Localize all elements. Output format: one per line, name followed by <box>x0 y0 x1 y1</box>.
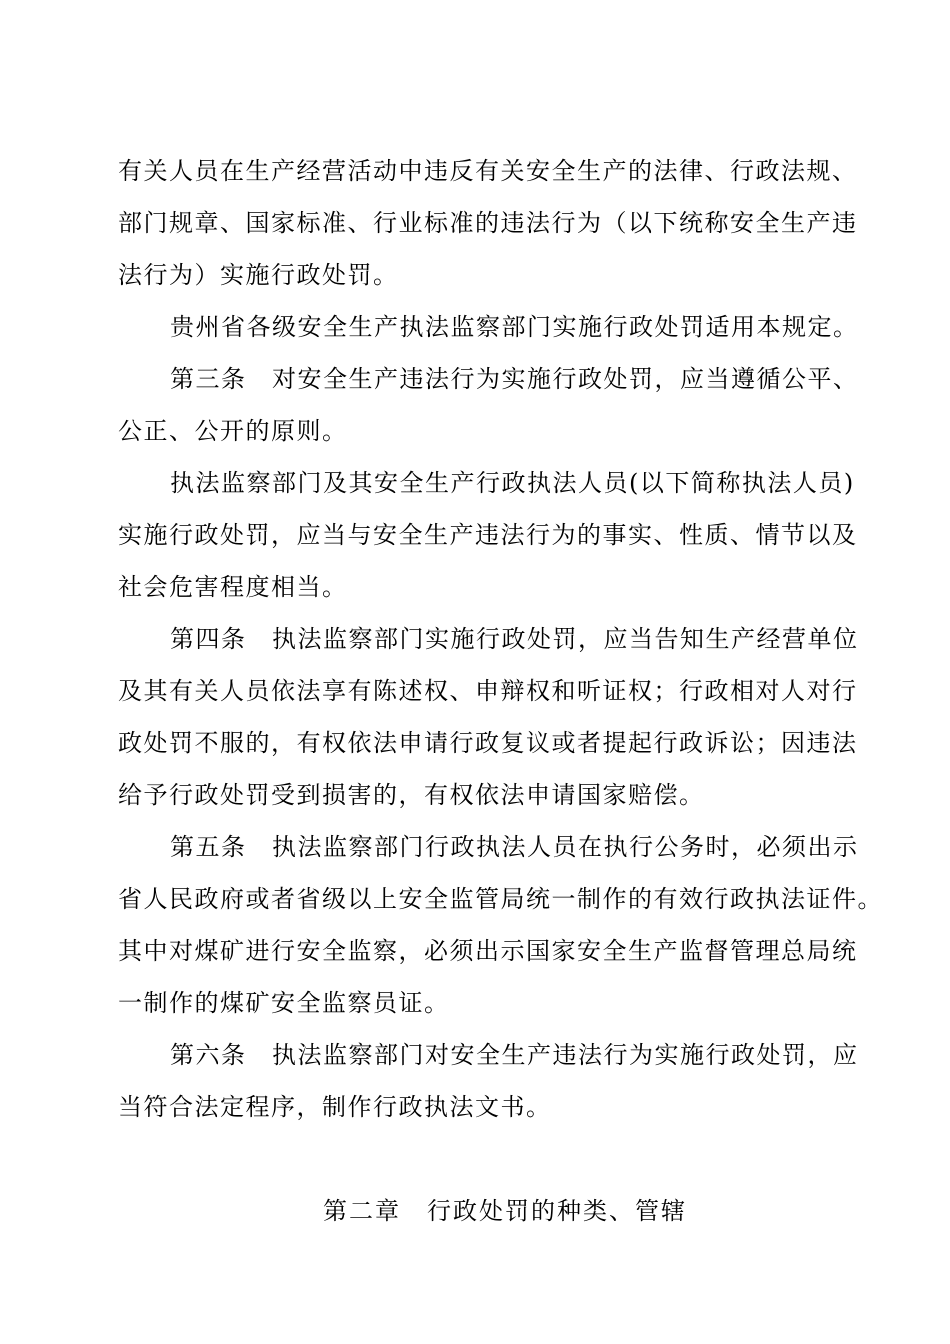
chapter-heading: 第二章 行政处罚的种类、管辖 <box>323 1197 687 1225</box>
text-line: 公正、公开的原则。 <box>118 417 348 445</box>
text-line: 社会危害程度相当。 <box>118 573 348 601</box>
paragraph-start-line: 执法监察部门及其安全生产行政执法人员(以下简称执法人员) <box>170 469 855 497</box>
text-line: 当符合法定程序，制作行政执法文书。 <box>118 1093 552 1121</box>
text-line: 一制作的煤矿安全监察员证。 <box>118 989 450 1017</box>
article-6-line: 第六条 执法监察部门对安全生产违法行为实施行政处罚，应 <box>170 1041 859 1069</box>
text-line: 政处罚不服的，有权依法申请行政复议或者提起行政诉讼；因违法 <box>118 729 858 757</box>
paragraph-start-line: 贵州省各级安全生产执法监察部门实施行政处罚适用本规定。 <box>170 313 859 341</box>
article-3-line: 第三条 对安全生产违法行为实施行政处罚，应当遵循公平、 <box>170 365 859 393</box>
text-line: 部门规章、国家标准、行业标准的违法行为（以下统称安全生产违 <box>118 209 858 237</box>
text-line: 有关人员在生产经营活动中违反有关安全生产的法律、行政法规、 <box>118 157 858 185</box>
text-line: 其中对煤矿进行安全监察，必须出示国家安全生产监督管理总局统 <box>118 937 858 965</box>
text-line: 省人民政府或者省级以上安全监管局统一制作的有效行政执法证件。 <box>118 885 883 913</box>
text-line: 实施行政处罚，应当与安全生产违法行为的事实、性质、情节以及 <box>118 521 858 549</box>
text-line: 及其有关人员依法享有陈述权、申辩权和听证权；行政相对人对行 <box>118 677 858 705</box>
text-line: 法行为）实施行政处罚。 <box>118 261 399 289</box>
text-line: 给予行政处罚受到损害的，有权依法申请国家赔偿。 <box>118 781 705 809</box>
article-5-line: 第五条 执法监察部门行政执法人员在执行公务时，必须出示 <box>170 833 859 861</box>
article-4-line: 第四条 执法监察部门实施行政处罚，应当告知生产经营单位 <box>170 625 859 653</box>
